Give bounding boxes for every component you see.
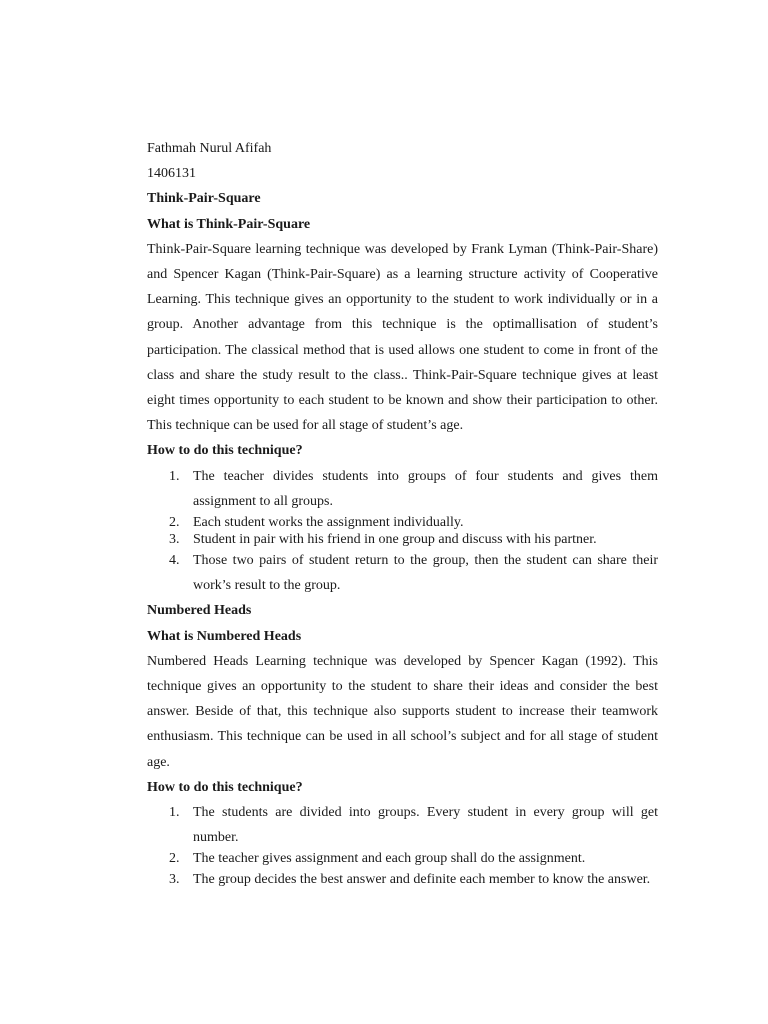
paragraph-think-pair-square: Think-Pair-Square learning technique was developed by Frank Lyman (Think-Pair-Share) and Spencer Kagan (Think-Pair-Square) as a learning structure activity of Cooperative Learning. This technique gives an opportunity to the student to work individually or in a group. Another advantage from this technique is the optimallisation of student’s participation. The classical method that is used allows one student to come in front of the class and share the study result to the class.. Think-Pair-Square technique gives at least eight times opportunity to each student to be known and show their participation to other. This technique can be used for all stage of student’s age.: [147, 241, 658, 434]
section-title-think-pair-square: Think-Pair-Square: [147, 191, 261, 207]
list-item: [147, 867, 658, 892]
list-item-text: Each student works the assignment individually.: [193, 515, 464, 531]
what-heading-numbered-heads: What is Numbered Heads: [147, 628, 302, 644]
list-item-number: 1.: [169, 468, 180, 484]
section-title-numbered-heads: Numbered Heads: [147, 603, 252, 619]
list-item-text: The group decides the best answer and definite each member to know the answer.: [193, 872, 651, 888]
author-name: Fathmah Nurul Afifah: [147, 141, 272, 156]
list-item-number: 3.: [169, 872, 180, 888]
list-item: [147, 850, 658, 867]
list-item-text: The teacher divides students into groups of four students and gives them assignment to all groups.: [193, 468, 658, 509]
list-item-text: Those two pairs of student return to the group, then the student can share their work’s result to the group.: [193, 553, 658, 594]
how-heading-numbered-heads: How to do this technique?: [147, 779, 303, 795]
list-item-text: The students are divided into groups. Every student in every group will get number.: [193, 805, 658, 846]
list-item-text: Student in pair with his friend in one group and discuss with his partner.: [193, 532, 597, 548]
list-item-number: 2.: [169, 515, 180, 531]
list-item: [147, 800, 658, 850]
list-item: [147, 464, 658, 514]
list-item-number: 2.: [169, 851, 180, 867]
how-heading-think-pair-square: How to do this technique?: [147, 443, 303, 459]
paragraph-numbered-heads: Numbered Heads Learning technique was developed by Spencer Kagan (1992). This technique gives an opportunity to the student to share their ideas and consider the best answer. Beside of that, this technique also supports student to increase their teamwork enthusiasm. This technique can be used in all school’s subject and for all stage of student age.: [147, 653, 658, 770]
list-item-number: 3.: [169, 532, 180, 548]
list-item: [147, 531, 658, 548]
list-item: [147, 514, 658, 531]
document-body: [147, 136, 658, 893]
what-heading-think-pair-square: What is Think-Pair-Square: [147, 216, 311, 232]
steps-list-think-pair-square: [147, 464, 658, 599]
list-item: [147, 548, 658, 598]
list-item-number: 4.: [169, 553, 180, 569]
student-id: 1406131: [147, 166, 196, 182]
list-item-text: The teacher gives assignment and each group shall do the assignment.: [193, 851, 586, 867]
list-item-number: 1.: [169, 805, 180, 821]
steps-list-numbered-heads: [147, 800, 658, 893]
